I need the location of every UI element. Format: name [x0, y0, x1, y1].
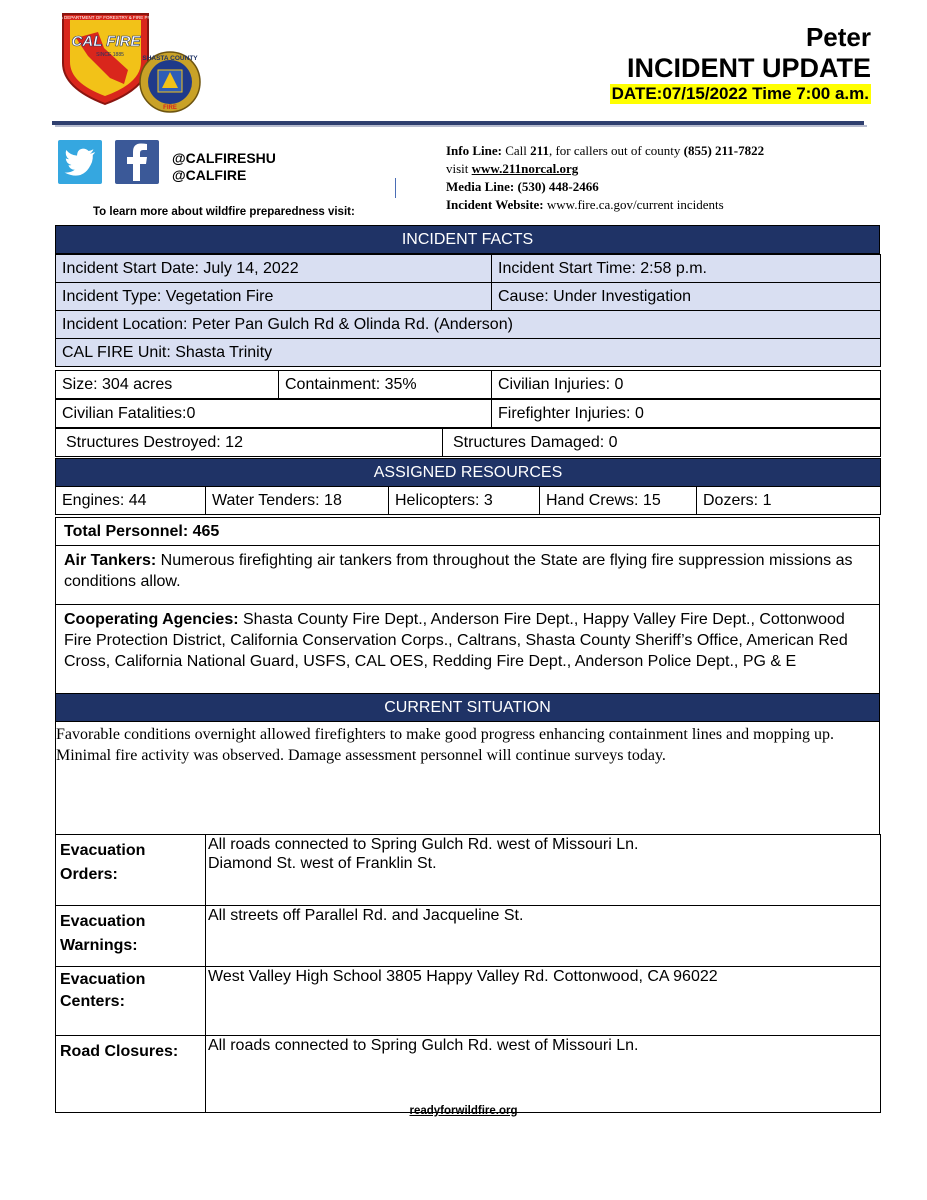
engines: Engines: 44 [56, 487, 206, 515]
svg-text:SINCE 1885: SINCE 1885 [96, 52, 124, 58]
personnel-table [55, 517, 880, 835]
evacuation-centers-label: Evacuation Centers: [56, 967, 206, 1036]
text-cursor-mark [395, 178, 396, 198]
dozers: Dozers: 1 [697, 487, 881, 515]
air-tankers: Air Tankers: Numerous firefighting air tankers from throughout the State are flying fire suppression missions as conditions allow. [56, 546, 880, 605]
title-block [610, 22, 871, 104]
assigned-resources-table [55, 458, 881, 515]
start-date: Incident Start Date: July 14, 2022 [56, 255, 492, 283]
agency-logos [35, 8, 218, 113]
header-divider-shadow [55, 125, 867, 127]
evacuation-orders-value: All roads connected to Spring Gulch Rd. west of Missouri Ln. Diamond St. west of Franklin St. [206, 835, 881, 906]
facebook-icon[interactable] [115, 140, 159, 184]
size: Size: 304 acres [56, 371, 279, 399]
evacuation-orders-label: Evacuation Orders: [56, 835, 206, 906]
evacuation-table [55, 834, 881, 1113]
shasta-county-fire-logo [140, 52, 200, 112]
road-closures-label: Road Closures: [56, 1036, 206, 1113]
svg-text:SHASTA COUNTY: SHASTA COUNTY [142, 55, 198, 62]
svg-text:CALIFORNIA DEPARTMENT OF FORES: CALIFORNIA DEPARTMENT OF FORESTRY & FIRE PROTECTION [35, 15, 175, 20]
social-handles [172, 150, 276, 184]
date-time: DATE:07/15/2022 Time 7:00 a.m. [611, 84, 869, 103]
footer-link[interactable]: readyforwildfire.org [409, 1105, 518, 1117]
evacuation-warnings-value: All streets off Parallel Rd. and Jacqueline St. [206, 906, 881, 967]
cause: Cause: Under Investigation [492, 283, 881, 311]
current-situation-header: CURRENT SITUATION [56, 694, 880, 722]
svg-text:FIRE: FIRE [163, 105, 177, 111]
incident-facts-table [55, 225, 880, 254]
learn-more-text: To learn more about wildfire preparedness visit: [93, 206, 355, 218]
evacuation-centers-value: West Valley High School 3805 Happy Valley Rd. Cottonwood, CA 96022 [206, 967, 881, 1036]
evacuation-warnings-label: Evacuation Warnings: [56, 906, 206, 967]
road-closures-value: All roads connected to Spring Gulch Rd. west of Missouri Ln. [206, 1036, 881, 1113]
info-line: Info Line: Call 211, for callers out of county (855) 211-7822 [446, 143, 765, 158]
civilian-fatalities: Civilian Fatalities:0 [56, 400, 492, 428]
website-line: Incident Website: www.fire.ca.gov/current incidents [446, 197, 724, 212]
helicopters: Helicopters: 3 [389, 487, 540, 515]
size-row [55, 370, 881, 399]
structures-destroyed: Structures Destroyed: 12 [56, 429, 443, 457]
fatalities-row [55, 399, 881, 428]
incident-website-link[interactable]: www.fire.ca.gov/current incidents [543, 197, 724, 212]
contact-info [446, 142, 764, 214]
assigned-resources-header: ASSIGNED RESOURCES [56, 459, 881, 487]
handle-calfire[interactable]: @CALFIRE [172, 167, 247, 183]
handle-calfireshu[interactable]: @CALFIRESHU [172, 150, 276, 166]
incident-facts-rows [55, 254, 881, 367]
current-situation-text: Favorable conditions overnight allowed firefighters to make good progress enhancing containment lines and mopping up. Minimal fire activity was observed. Damage assessment personnel will continue surveys today. [56, 722, 880, 835]
hand-crews: Hand Crews: 15 [540, 487, 697, 515]
calfire-unit: CAL FIRE Unit: Shasta Trinity [56, 339, 881, 367]
start-time: Incident Start Time: 2:58 p.m. [492, 255, 881, 283]
civilian-injuries: Civilian Injuries: 0 [492, 371, 881, 399]
svg-text:CAL FIRE: CAL FIRE [71, 33, 141, 50]
firefighter-injuries: Firefighter Injuries: 0 [492, 400, 881, 428]
total-personnel: Total Personnel: 465 [56, 518, 880, 546]
visit-line: visit www.211norcal.org [446, 161, 579, 176]
211norcal-link[interactable]: www.211norcal.org [471, 161, 579, 176]
incident-facts-header: INCIDENT FACTS [56, 226, 880, 254]
structures-damaged: Structures Damaged: 0 [443, 429, 881, 457]
containment: Containment: 35% [279, 371, 492, 399]
page-title: INCIDENT UPDATE [626, 53, 871, 83]
cooperating-agencies: Cooperating Agencies: Shasta County Fire Dept., Anderson Fire Dept., Happy Valley Fire Dept., Cottonwood Fire Protection District, California Conservation Corps., Caltrans, Shasta County Sheriff’s Office, American Red Cross, California National Guard, USFS, CAL OES, Redding Fire Dept., Anderson Police Dept., PG & E [56, 605, 880, 694]
incident-type: Incident Type: Vegetation Fire [56, 283, 492, 311]
structures-row [55, 428, 881, 457]
water-tenders: Water Tenders: 18 [206, 487, 389, 515]
twitter-icon[interactable] [58, 140, 102, 184]
media-line: Media Line: (530) 448-2466 [446, 179, 599, 194]
incident-location: Incident Location: Peter Pan Gulch Rd & Olinda Rd. (Anderson) [56, 311, 881, 339]
incident-name: Peter [805, 22, 871, 52]
